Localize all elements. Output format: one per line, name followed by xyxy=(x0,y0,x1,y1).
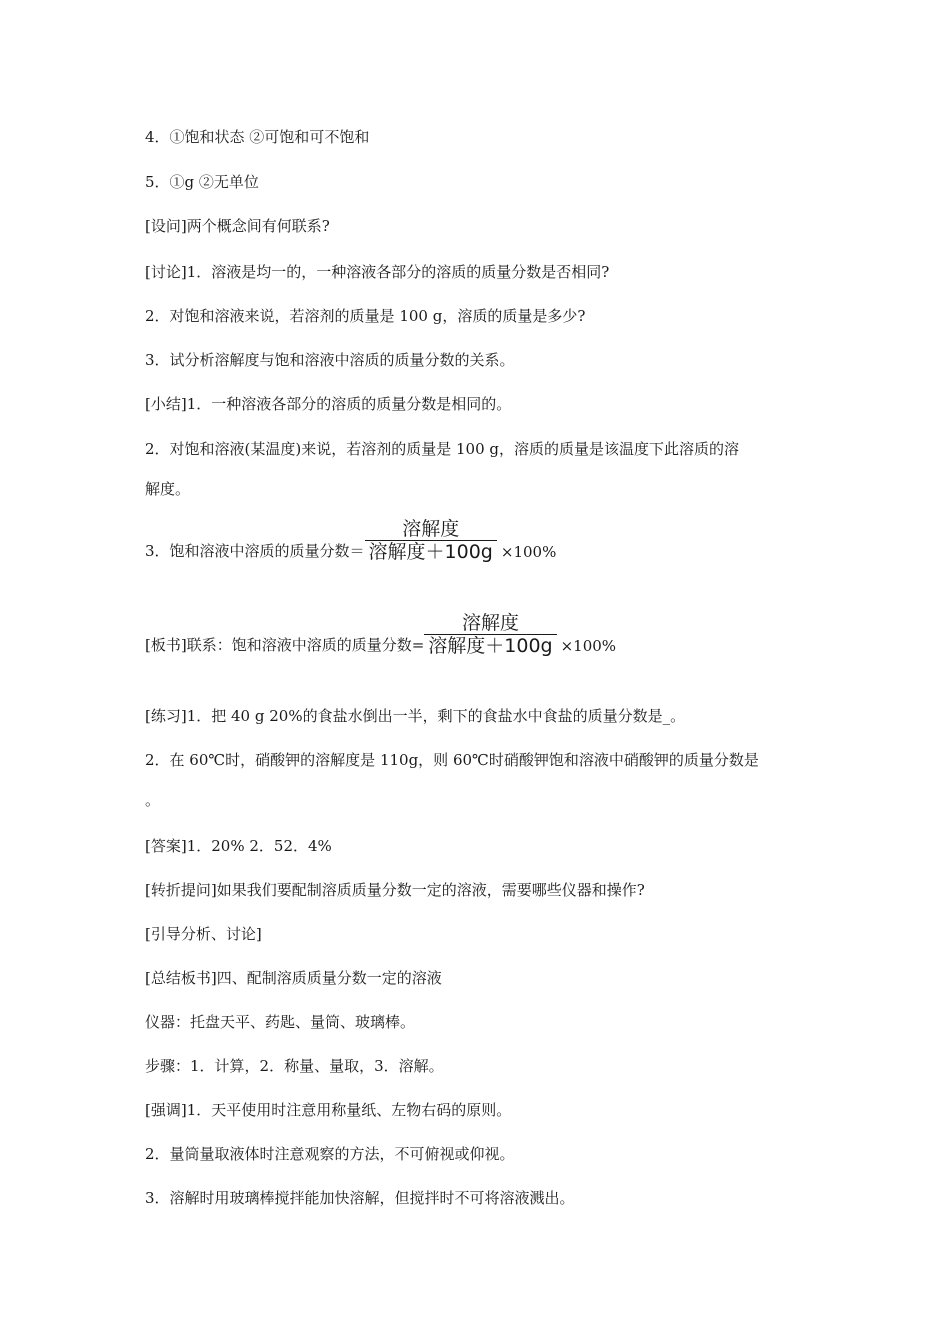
emphasis-2: 2．量筒量取液体时注意观察的方法，不可俯视或仰视。 xyxy=(145,1145,515,1163)
formula-prefix: [板书]联系：饱和溶液中溶质的质量分数= xyxy=(145,636,425,654)
fraction xyxy=(365,518,497,563)
summary-2: 2．对饱和溶液(某温度)来说，若溶剂的质量是 100 g，溶质的质量是该温度下此溶质的溶 xyxy=(145,440,740,458)
instruments: 仪器：托盘天平、药匙、量筒、玻璃棒。 xyxy=(145,1013,416,1031)
summary-1: [小结]1．一种溶液各部分的溶质的质量分数是相同的。 xyxy=(145,395,512,413)
formula-suffix: ×100% xyxy=(560,637,617,655)
fraction-denominator: 溶解度＋100g xyxy=(424,634,556,657)
answer-key: [答案]1．20% 2．52．4% xyxy=(145,837,332,855)
exercise-1: [练习]1．把 40 g 20%的食盐水倒出一半，剩下的食盐水中食盐的质量分数是_。 xyxy=(145,707,686,725)
formula-board xyxy=(145,612,616,657)
summary-board: [总结板书]四、配制溶质质量分数一定的溶液 xyxy=(145,969,442,987)
discussion-2: 2．对饱和溶液来说，若溶剂的质量是 100 g，溶质的质量是多少? xyxy=(145,307,586,325)
guided-discussion: [引导分析、讨论] xyxy=(145,925,262,943)
formula-suffix: ×100% xyxy=(500,543,557,561)
fraction xyxy=(424,612,556,657)
exercise-2-cont: 。 xyxy=(145,791,161,809)
fraction-numerator: 溶解度 xyxy=(461,612,519,634)
fraction-denominator: 溶解度＋100g xyxy=(365,540,497,563)
emphasis-3: 3．溶解时用玻璃棒搅拌能加快溶解，但搅拌时不可将溶液溅出。 xyxy=(145,1189,575,1207)
emphasis-1: [强调]1．天平使用时注意用称量纸、左物右码的原则。 xyxy=(145,1101,512,1119)
steps: 步骤：1．计算，2．称量、量取，3．溶解。 xyxy=(145,1057,444,1075)
discussion-3: 3．试分析溶解度与饱和溶液中溶质的质量分数的关系。 xyxy=(145,351,515,369)
fraction-numerator: 溶解度 xyxy=(402,518,460,540)
formula-summary-3 xyxy=(145,518,556,563)
formula-prefix: 3．饱和溶液中溶质的质量分数＝ xyxy=(145,542,365,560)
discussion-1: [讨论]1．溶液是均一的，一种溶液各部分的溶质的质量分数是否相同? xyxy=(145,263,610,281)
question-prompt: [设问]两个概念间有何联系? xyxy=(145,217,330,235)
summary-2-cont: 解度。 xyxy=(145,480,191,498)
answer-5: 5．①g ②无单位 xyxy=(145,173,259,191)
exercise-2: 2．在 60℃时，硝酸钾的溶解度是 110g，则 60℃时硝酸钾饱和溶液中硝酸钾的质量分数是 xyxy=(145,751,759,769)
transition-question: [转折提问]如果我们要配制溶质质量分数一定的溶液，需要哪些仪器和操作? xyxy=(145,881,645,899)
answer-4: 4．①饱和状态 ②可饱和可不饱和 xyxy=(145,128,370,146)
